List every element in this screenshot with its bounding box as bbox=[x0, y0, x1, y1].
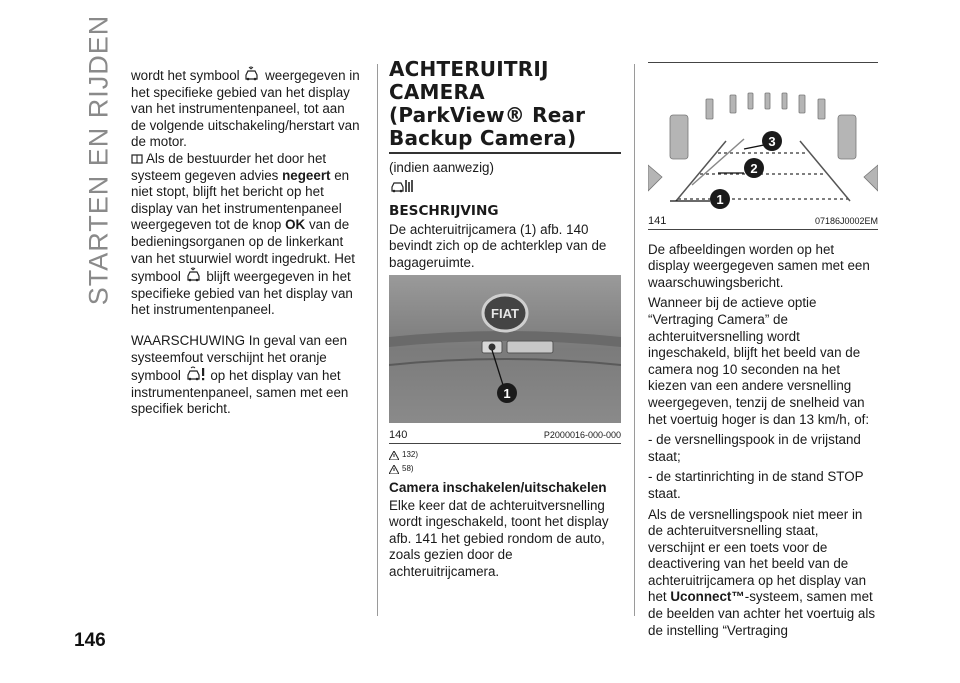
list-item: - de versnellingspook in de vrijstand staat; bbox=[648, 432, 861, 464]
ok-key-label: OK bbox=[285, 217, 306, 233]
chapter-side-title bbox=[83, 14, 114, 306]
paragraph: Wanneer bij de actieve optie “Vertraging Camera” de achteruitversnelling wordt ingeschakeld, blijft het beeld van de camera nog 10 seconden na het kiezen van een andere versnelling weergegeven, tenzij de snelheid van het voertuig hoger is dan 13 km/h, of: bbox=[648, 295, 870, 427]
paragraph bbox=[131, 66, 363, 151]
subheading-description: BESCHRIJVING bbox=[389, 203, 499, 220]
column-left bbox=[131, 66, 363, 418]
column-right bbox=[648, 62, 878, 639]
text-span: op het display van het instrumentenpaneel, samen met een specifiek bericht. bbox=[131, 368, 349, 417]
emphasis-negeert: negeert bbox=[282, 167, 331, 183]
callout-3: 3 bbox=[768, 134, 776, 149]
paragraph-warning bbox=[131, 333, 363, 418]
warning-ref-text: 58) bbox=[402, 464, 414, 474]
text-span: -systeem, samen met de beelden van achter het voertuig als de instelling “Vertraging bbox=[648, 589, 876, 638]
figure-140 bbox=[389, 275, 621, 444]
paragraph: Elke keer dat de achteruitversnelling wordt ingeschakeld, toont het display afb. 141 het gebied rondom de auto, zoals gezien door de achteruitrijcamera. bbox=[389, 497, 609, 580]
paragraph bbox=[648, 507, 878, 640]
text-span: WAARSCHUWING In geval van een systeemfout verschijnt het oranje symbool bbox=[131, 332, 348, 384]
figure-code: 07186J0002EM bbox=[814, 215, 878, 226]
column-divider bbox=[377, 64, 378, 616]
text-span: blijft weergegeven in het specifieke gebied van het display van het instrumentenpaneel. bbox=[131, 269, 353, 318]
figure-141 bbox=[648, 69, 878, 230]
figure-code: P2000016-000-000 bbox=[543, 430, 621, 441]
warning-triangle-icon bbox=[389, 465, 399, 474]
figure-top-rule bbox=[648, 62, 878, 63]
paragraph: De achteruitrijcamera (1) afb. 140 bevindt zich op de achterklep van de bagageruimte. bbox=[389, 221, 607, 270]
parking-guideline-illustration bbox=[648, 69, 878, 209]
text-span: Als de bestuurder het door het systeem gegeven advies bbox=[131, 150, 327, 183]
paragraph bbox=[131, 151, 363, 319]
warning-triangle-icon bbox=[389, 451, 399, 460]
text-span: van de bedieningsorganen op de linkerkant van het stuurwiel wordt ingedrukt. Het symbool bbox=[131, 217, 356, 285]
book-icon bbox=[131, 153, 143, 165]
figure-caption bbox=[389, 430, 621, 444]
list-item: - de startinrichting in de stand STOP staat. bbox=[648, 469, 864, 501]
subheading-camera-toggle: Camera inschakelen/uitschakelen bbox=[389, 480, 607, 496]
callout-2: 2 bbox=[750, 161, 758, 176]
callout-1: 1 bbox=[503, 386, 511, 402]
tailgate-camera-illustration bbox=[389, 275, 621, 423]
text-span: weergegeven in het specifieke gebied van het display van het instrumentenpaneel, tot aan de volgende uitschakeling/herstart van de motor. bbox=[131, 68, 360, 150]
section-title: ACHTERUITRIJ CAMERA (ParkView® Rear Backup Camera) bbox=[389, 57, 586, 150]
page-number: 146 bbox=[74, 630, 106, 651]
camera-icon bbox=[389, 177, 415, 195]
column-divider bbox=[634, 64, 635, 616]
car-sensor-icon bbox=[185, 267, 203, 283]
optional-note: (indien aanwezig) bbox=[389, 159, 494, 175]
car-sensor-warning-icon bbox=[185, 366, 207, 382]
text-span: en niet stopt, blijft het bericht op het display van het instrumentenpaneel weergegeven tot de knop bbox=[131, 167, 350, 233]
chapter-title-text: STARTEN EN RIJDEN bbox=[83, 14, 114, 306]
brand-logo-text: FIAT bbox=[491, 306, 519, 322]
text-span: wordt het symbool bbox=[131, 68, 240, 83]
figure-number: 141 bbox=[648, 214, 667, 227]
column-middle bbox=[389, 58, 621, 581]
car-sensor-icon bbox=[243, 66, 261, 82]
title-rule bbox=[389, 152, 621, 154]
figure-caption bbox=[648, 216, 878, 230]
callout-1: 1 bbox=[716, 192, 724, 207]
uconnect-label: Uconnect™ bbox=[670, 589, 745, 605]
text-span: Als de versnellingspook niet meer in de achteruitversnelling staat, verschijnt er een toets voor de deactivering van het beeld van de achteruitrijcamera op het display van het bbox=[648, 506, 867, 605]
warning-ref bbox=[389, 462, 621, 476]
warning-ref bbox=[389, 448, 621, 462]
warning-ref-text: 132) bbox=[402, 450, 419, 460]
paragraph: De afbeeldingen worden op het display weergegeven samen met een waarschuwingsbericht. bbox=[648, 241, 870, 290]
figure-number: 140 bbox=[389, 429, 408, 442]
